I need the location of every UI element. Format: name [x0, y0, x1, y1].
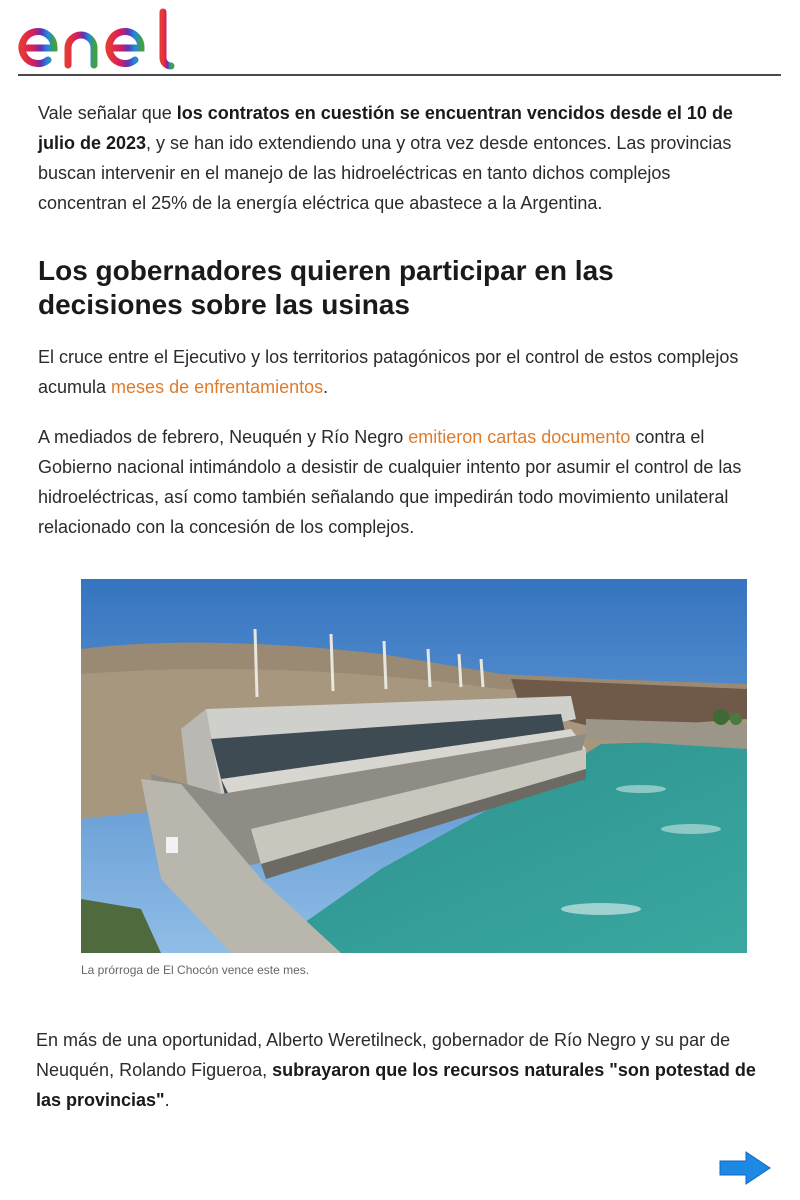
hydroelectric-dam-photo	[81, 579, 747, 953]
paragraph-contracts: Vale señalar que los contratos en cuestión se encuentran vencidos desde el 10 de julio de 2023, y se han ido extendiendo una y otra vez desde entonces. Las provincias buscan intervenir en el manejo de las hidroeléctricas en tanto dichos complejos concentran el 25% de la energía eléctrica que abastece a la Argentina.	[38, 103, 733, 213]
site-header	[18, 0, 781, 76]
image-caption: La prórroga de El Chocón vence este mes.	[81, 963, 310, 977]
bold-potestad-provincias: subrayaron que los recursos naturales "son potestad de las provincias"	[36, 1060, 756, 1110]
bold-contracts-expired: los contratos en cuestión se encuentran vencidos desde el 10 de julio de 2023	[38, 103, 733, 153]
section-heading: Los gobernadores quieren participar en las decisiones sobre las usinas	[38, 255, 614, 320]
link-cartas-documento[interactable]: emitieron cartas documento	[408, 427, 631, 447]
arrow-right-icon[interactable]	[718, 1150, 772, 1186]
paragraph-gobernadores: En más de una oportunidad, Alberto Weretilneck, gobernador de Río Negro y su par de Neuquén, Rolando Figueroa, subrayaron que los recursos naturales "son potestad de las provincias".	[36, 1030, 756, 1110]
enel-logo[interactable]	[18, 8, 180, 70]
link-meses-enfrentamientos[interactable]: meses de enfrentamientos	[111, 377, 324, 397]
paragraph-cartas: A mediados de febrero, Neuquén y Río Negro emitieron cartas documento contra el Gobierno nacional intimándolo a desistir de cualquier intento por asumir el control de las hidroeléctricas, así como también señalando que impedirán todo movimiento unilateral relacionado con la concesión de los complejos.	[38, 427, 742, 537]
paragraph-cruce: El cruce entre el Ejecutivo y los territorios patagónicos por el control de estos complejos acumula meses de enfrentamientos.	[38, 347, 739, 397]
